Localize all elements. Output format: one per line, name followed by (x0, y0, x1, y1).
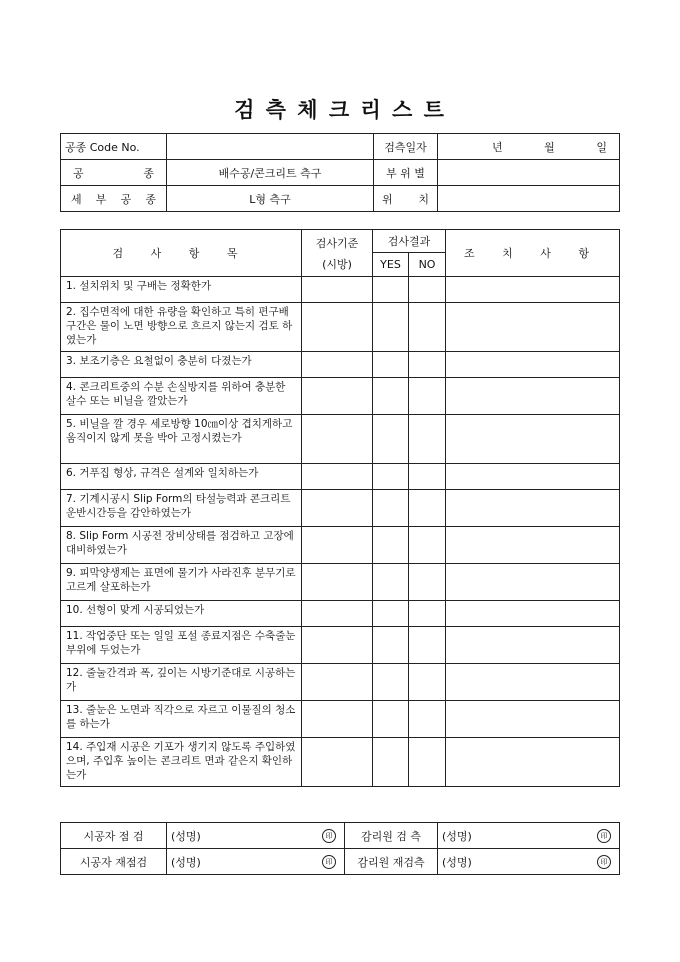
checklist-item-text: 2. 집수면적에 대한 유량을 확인하고 특히 편구배구간은 물이 노면 방향으로 흐르지 않는지 검토 하였는가 (61, 303, 302, 352)
action-cell[interactable] (446, 352, 620, 378)
no-cell[interactable] (409, 464, 446, 490)
supervisor-inspect-label: 감리원 검 측 (345, 823, 438, 849)
standard-cell[interactable] (302, 601, 373, 627)
checklist-row (61, 352, 620, 378)
standard-cell[interactable] (302, 490, 373, 527)
action-cell[interactable] (446, 277, 620, 303)
checklist-item-text: 14. 주입재 시공은 기포가 생기지 않도록 주입하였으며, 주입후 높이는 콘크리트 면과 같은지 확인하는가 (61, 738, 302, 787)
detail-work-field[interactable]: L형 측구 (167, 186, 374, 212)
standard-cell[interactable] (302, 352, 373, 378)
no-cell[interactable] (409, 490, 446, 527)
detail-work-label: 세 부 공 종 (61, 186, 167, 212)
yes-cell[interactable] (373, 738, 409, 787)
checklist-row (61, 738, 620, 787)
no-cell[interactable] (409, 378, 446, 415)
part-field[interactable] (438, 160, 620, 186)
contractor-check-label: 시공자 점 검 (61, 823, 167, 849)
col-header-action: 조 치 사 항 (446, 230, 620, 277)
no-cell[interactable] (409, 564, 446, 601)
no-cell[interactable] (409, 738, 446, 787)
action-cell[interactable] (446, 415, 620, 464)
no-cell[interactable] (409, 303, 446, 352)
checklist-item-text: 9. 피막양생제는 표면에 물기가 사라진후 분무기로 고르게 살포하는가 (61, 564, 302, 601)
yes-cell[interactable] (373, 303, 409, 352)
action-cell[interactable] (446, 701, 620, 738)
work-code-label: 공종 Code No. (61, 134, 167, 160)
seal-icon: 印 (597, 829, 611, 843)
action-cell[interactable] (446, 378, 620, 415)
checklist-row (61, 378, 620, 415)
standard-cell[interactable] (302, 701, 373, 738)
standard-cell[interactable] (302, 564, 373, 601)
part-label: 부 위 별 (374, 160, 438, 186)
checklist-item-text: 10. 선형이 맞게 시공되었는가 (61, 601, 302, 627)
yes-cell[interactable] (373, 277, 409, 303)
checklist-row (61, 627, 620, 664)
checklist-item-text: 3. 보조기층은 요철없이 충분히 다졌는가 (61, 352, 302, 378)
action-cell[interactable] (446, 627, 620, 664)
yes-cell[interactable] (373, 527, 409, 564)
contractor-recheck-label: 시공자 재점검 (61, 849, 167, 875)
work-type-label: 공 종 (61, 160, 167, 186)
yes-cell[interactable] (373, 415, 409, 464)
no-cell[interactable] (409, 701, 446, 738)
location-label: 위 치 (374, 186, 438, 212)
supervisor-reinspect-sign[interactable]: (성명) 印 (438, 849, 620, 875)
no-cell[interactable] (409, 415, 446, 464)
no-cell[interactable] (409, 352, 446, 378)
checklist-row (61, 415, 620, 464)
date-month-label: 월 (544, 140, 555, 154)
checklist-row (61, 527, 620, 564)
inspect-date-label: 검측일자 (374, 134, 438, 160)
col-header-standard: 검사기준 (시방) (302, 230, 373, 277)
yes-cell[interactable] (373, 601, 409, 627)
col-header-yes: YES (373, 253, 409, 277)
standard-cell[interactable] (302, 303, 373, 352)
checklist-row (61, 490, 620, 527)
work-type-field[interactable]: 배수공/콘크리트 측구 (167, 160, 374, 186)
no-cell[interactable] (409, 601, 446, 627)
col-header-no: NO (409, 253, 446, 277)
checklist-row (61, 564, 620, 601)
checklist-table (60, 229, 620, 787)
yes-cell[interactable] (373, 701, 409, 738)
supervisor-inspect-sign[interactable]: (성명) 印 (438, 823, 620, 849)
action-cell[interactable] (446, 564, 620, 601)
yes-cell[interactable] (373, 352, 409, 378)
checklist-row (61, 277, 620, 303)
standard-cell[interactable] (302, 378, 373, 415)
page-title: 검 측 체 크 리 스 트 (234, 97, 446, 122)
checklist-item-text: 4. 콘크리트중의 수분 손실방지를 위하여 충분한 살수 또는 비닐을 깔았는가 (61, 378, 302, 415)
standard-cell[interactable] (302, 464, 373, 490)
checklist-row (61, 303, 620, 352)
checklist-item-text: 13. 줄눈은 노면과 직각으로 자르고 이물질의 청소를 하는가 (61, 701, 302, 738)
checklist-item-text: 6. 거푸집 형상, 규격은 설계와 일치하는가 (61, 464, 302, 490)
checklist-row (61, 464, 620, 490)
signature-table (60, 822, 620, 875)
yes-cell[interactable] (373, 378, 409, 415)
checklist-row (61, 601, 620, 627)
checklist-item-text: 11. 작업중단 또는 일일 포설 종료지점은 수축줄눈 부위에 두었는가 (61, 627, 302, 664)
yes-cell[interactable] (373, 664, 409, 701)
action-cell[interactable] (446, 601, 620, 627)
standard-cell[interactable] (302, 415, 373, 464)
col-header-item: 검 사 항 목 (61, 230, 302, 277)
checklist-item-text: 12. 줄눌간격과 폭, 깊이는 시방기준대로 시공하는가 (61, 664, 302, 701)
standard-cell[interactable] (302, 664, 373, 701)
checklist-item-text: 8. Slip Form 시공전 장비상태를 점검하고 고장에 대비하였는가 (61, 527, 302, 564)
header-info-table (60, 133, 620, 212)
date-year-label: 년 (492, 140, 503, 154)
col-header-result: 검사결과 (373, 230, 446, 253)
checklist-row (61, 664, 620, 701)
contractor-check-sign[interactable]: (성명) 印 (167, 823, 345, 849)
yes-cell[interactable] (373, 564, 409, 601)
seal-icon: 印 (597, 855, 611, 869)
standard-cell[interactable] (302, 527, 373, 564)
checklist-item-text: 7. 기계시공시 Slip Form의 타설능력과 콘크리트 운반시간등을 감안하였는가 (61, 490, 302, 527)
action-cell[interactable] (446, 303, 620, 352)
standard-cell[interactable] (302, 627, 373, 664)
checklist-row (61, 701, 620, 738)
no-cell[interactable] (409, 527, 446, 564)
contractor-recheck-sign[interactable]: (성명) 印 (167, 849, 345, 875)
standard-cell[interactable] (302, 277, 373, 303)
action-cell[interactable] (446, 738, 620, 787)
checklist-item-text: 5. 비닐을 깔 경우 세로방향 10㎝이상 겹치게하고 움직이지 않게 못을 박아 고정시켰는가 (61, 415, 302, 464)
action-cell[interactable] (446, 527, 620, 564)
seal-icon: 印 (322, 855, 336, 869)
action-cell[interactable] (446, 464, 620, 490)
date-day-label: 일 (596, 140, 607, 154)
supervisor-reinspect-label: 감리원 재검측 (345, 849, 438, 875)
yes-cell[interactable] (373, 490, 409, 527)
no-cell[interactable] (409, 664, 446, 701)
yes-cell[interactable] (373, 464, 409, 490)
standard-cell[interactable] (302, 738, 373, 787)
seal-icon: 印 (322, 829, 336, 843)
yes-cell[interactable] (373, 627, 409, 664)
inspect-date-field[interactable] (438, 134, 620, 160)
no-cell[interactable] (409, 277, 446, 303)
checklist-item-text: 1. 설치위치 및 구배는 정확한가 (61, 277, 302, 303)
work-code-field[interactable] (167, 134, 374, 160)
no-cell[interactable] (409, 627, 446, 664)
location-field[interactable] (438, 186, 620, 212)
action-cell[interactable] (446, 664, 620, 701)
action-cell[interactable] (446, 490, 620, 527)
